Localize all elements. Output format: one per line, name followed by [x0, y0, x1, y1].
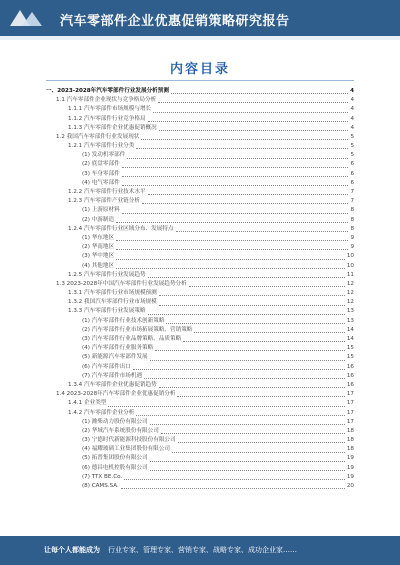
- toc-entry[interactable]: [46, 87, 354, 96]
- toc-entry[interactable]: [46, 216, 354, 225]
- toc-entry-page: 4: [350, 87, 354, 94]
- toc-dot-leader: [178, 442, 345, 443]
- toc-entry[interactable]: [46, 124, 354, 133]
- toc-dot-leader: [148, 121, 349, 122]
- toc-dot-leader: [122, 167, 349, 168]
- toc-dot-leader: [127, 158, 348, 159]
- toc-entry-page: 12: [346, 280, 354, 287]
- toc-entry-label: (6) 德昌电机控股有限公司: [82, 464, 148, 471]
- toc-entry[interactable]: [46, 335, 354, 344]
- toc-entry-label: (1) 汽车零部件行业技术创新策略: [82, 317, 165, 324]
- toc-entry-label: (4) 福耀玻璃工业集团股份有限公司: [82, 446, 171, 453]
- toc-entry-page: 4: [350, 115, 354, 122]
- toc-entry-page: 10: [346, 253, 354, 260]
- toc-entry-page: 17: [346, 391, 354, 398]
- toc-dot-leader: [122, 176, 349, 177]
- toc-entry[interactable]: [46, 363, 354, 372]
- toc-entry[interactable]: [46, 170, 354, 179]
- toc-entry-page: 18: [346, 446, 354, 453]
- toc-entry[interactable]: [46, 197, 354, 206]
- toc-dot-leader: [150, 470, 345, 471]
- toc-entry-page: 16: [346, 372, 354, 379]
- toc-entry-label: 1.3 2023-2028年中国汽车零部件行业发展趋势分析: [56, 280, 187, 287]
- toc-entry-label: (3) 车身零部件: [82, 170, 120, 177]
- toc-entry[interactable]: [46, 105, 354, 114]
- toc-entry-page: 15: [346, 345, 354, 352]
- toc-entry[interactable]: [46, 308, 354, 317]
- toc-entry-label: 1.1.1 汽车零部件市场规模与增长: [68, 106, 152, 113]
- toc-dot-leader: [148, 277, 345, 278]
- toc-entry-page: 13: [346, 317, 354, 324]
- toc-dot-leader: [189, 286, 345, 287]
- footer-roles: 行业专家、管理专家、营销专家、战略专家、成功企业家……: [108, 546, 297, 554]
- toc-entry[interactable]: [46, 133, 354, 142]
- toc-dot-leader: [172, 452, 345, 453]
- toc-entry-page: 20: [346, 483, 354, 490]
- toc-entry-label: (6) 汽车零部件出口: [82, 363, 131, 370]
- toc-entry[interactable]: [46, 344, 354, 353]
- toc-entry-page: 14: [346, 326, 354, 333]
- toc-entry-page: 8: [350, 207, 354, 214]
- toc-dot-leader: [116, 222, 348, 223]
- toc-entry[interactable]: [46, 243, 354, 252]
- toc-entry[interactable]: [46, 482, 354, 491]
- toc-entry-label: (2) 底盘零部件: [82, 161, 120, 168]
- toc-entry-label: 1.2.4 汽车零部件行业区域分布、发展特点: [68, 225, 174, 232]
- toc-entry[interactable]: [46, 390, 354, 399]
- report-title: 汽车零部件企业优惠促销策略研究报告: [60, 14, 290, 29]
- toc-dot-leader: [122, 185, 349, 186]
- toc-entry-page: 16: [346, 381, 354, 388]
- toc-entry[interactable]: [46, 473, 354, 482]
- toc-dot-leader: [155, 350, 345, 351]
- toc-entry-label: (1) 上游原材料: [82, 207, 120, 214]
- toc-entry[interactable]: [46, 115, 354, 124]
- toc-entry-label: (5) 新能源汽车零部件发展: [82, 354, 148, 361]
- toc-entry-label: 1.1.2 汽车零部件行业竞争格局: [68, 115, 146, 122]
- toc-dot-leader: [121, 488, 345, 489]
- toc-entry-page: 11: [346, 271, 354, 278]
- toc-entry-page: 12: [346, 299, 354, 306]
- toc-entry-page: 9: [350, 234, 354, 241]
- toc-entry[interactable]: [46, 298, 354, 307]
- toc-dot-leader: [159, 305, 345, 306]
- toc-entry-label: (4) 电气零部件: [82, 179, 120, 186]
- report-header: [0, 0, 400, 36]
- toc-entry-page: 7: [350, 198, 354, 205]
- toc-entry-page: 4: [350, 106, 354, 113]
- toc-entry-label: 1.2.5 汽车零部件行业发展趋势: [68, 271, 146, 278]
- toc-dot-leader: [116, 249, 348, 250]
- toc-entry[interactable]: [46, 418, 354, 427]
- toc-entry[interactable]: [46, 96, 354, 105]
- toc-entry[interactable]: [46, 225, 354, 234]
- toc-entry-label: (8) CAMS.SA.: [82, 483, 119, 490]
- toc-entry-page: 14: [346, 336, 354, 343]
- footer-slogan: [44, 545, 384, 555]
- toc-dot-leader: [183, 341, 345, 342]
- toc-entry[interactable]: [46, 445, 354, 454]
- toc-dot-leader: [161, 433, 345, 434]
- toc-entry-label: (4) 其他地区: [82, 262, 115, 269]
- toc-entry-label: (2) 华南地区: [82, 244, 115, 251]
- toc-dot-leader: [150, 424, 345, 425]
- toc-dot-leader: [148, 314, 345, 315]
- toc-entry-page: 16: [346, 363, 354, 370]
- toc-entry-page: 4: [350, 124, 354, 131]
- toc-entry-label: (5) 拓普集团股份有限公司: [82, 455, 148, 462]
- toc-entry[interactable]: [46, 464, 354, 473]
- toc-entry-label: 1.2.3 汽车零部件产业链分析: [68, 198, 140, 205]
- toc-entry-page: 8: [350, 225, 354, 232]
- toc-entry[interactable]: [46, 234, 354, 243]
- toc-entry[interactable]: [46, 326, 354, 335]
- toc-dot-leader: [158, 102, 348, 103]
- toc-dot-leader: [159, 295, 345, 296]
- footer-lead: 让每个人都能成为: [44, 546, 100, 554]
- toc-dot-leader: [141, 139, 348, 140]
- toc-entry-page: 10: [346, 262, 354, 269]
- toc-entry-label: 1.1 汽车零部件企业现状与竞争格局分析: [56, 97, 157, 104]
- toc-dot-leader: [122, 213, 349, 214]
- toc-entry[interactable]: [46, 151, 354, 160]
- toc-entry-page: 5: [350, 143, 354, 150]
- footer-bar: [0, 536, 400, 565]
- toc-dot-leader: [124, 479, 345, 480]
- toc-entry-label: (3) 汽车零部件行业品牌策略、品质策略: [82, 336, 182, 343]
- toc-entry-label: 1.4.2 汽车零部件企业分析: [68, 409, 135, 416]
- toc-entry[interactable]: [46, 427, 354, 436]
- toc-entry[interactable]: [46, 161, 354, 170]
- logo-mark-icon: [6, 6, 44, 30]
- toc-entry-page: 9: [350, 244, 354, 251]
- toc-entry[interactable]: [46, 381, 354, 390]
- toc-entry[interactable]: [46, 280, 354, 289]
- toc-dot-leader: [136, 415, 345, 416]
- toc-entry-label: (1) 华东地区: [82, 234, 115, 241]
- toc-entry-label: 1.4 2023-2028年汽车零部件企业优惠促销分析: [56, 391, 176, 398]
- toc-entry-label: 1.2.2 汽车零部件行业技术水平: [68, 189, 146, 196]
- toc-dot-leader: [136, 148, 348, 149]
- toc-entry-label: (3) 宁德时代新能源科技股份有限公司: [82, 437, 176, 444]
- toc-entry-page: 6: [350, 179, 354, 186]
- toc-entry[interactable]: [46, 289, 354, 298]
- toc-dot-leader: [159, 387, 345, 388]
- toc-entry-page: 5: [350, 133, 354, 140]
- toc-entry-label: 一、2023-2028年汽车零部件行业发展分析预测: [46, 87, 169, 94]
- toc-dot-leader: [116, 268, 345, 269]
- toc-entry-page: 17: [346, 418, 354, 425]
- toc-entry-label: (7) 汽车零部件市场机遇: [82, 372, 143, 379]
- toc-entry[interactable]: [46, 262, 354, 271]
- toc-dot-leader: [153, 112, 348, 113]
- toc-entry-page: 12: [346, 290, 354, 297]
- toc-entry-page: 5: [350, 152, 354, 159]
- toc-entry-label: 1.3.3 汽车零部件行业发展策略: [68, 308, 146, 315]
- toc-entry[interactable]: [46, 188, 354, 197]
- toc-entry[interactable]: [46, 142, 354, 151]
- toc-dot-leader: [116, 259, 345, 260]
- toc-dot-leader: [148, 194, 349, 195]
- toc-entry[interactable]: [46, 271, 354, 280]
- toc-entry-page: 6: [350, 161, 354, 168]
- table-of-contents: [46, 87, 354, 491]
- toc-entry[interactable]: [46, 372, 354, 381]
- toc-entry-page: 8: [350, 216, 354, 223]
- toc-entry[interactable]: [46, 399, 354, 408]
- toc-entry-label: 1.4.1 企业类型: [68, 400, 107, 407]
- toc-entry[interactable]: [46, 206, 354, 215]
- toc-dot-leader: [150, 360, 345, 361]
- toc-dot-leader: [171, 93, 348, 94]
- toc-entry-label: 1.2.1 汽车零部件行业分类: [68, 143, 135, 150]
- toc-entry-page: 18: [346, 427, 354, 434]
- toc-entry-label: (2) 华域汽车系统股份有限公司: [82, 427, 159, 434]
- toc-entry-page: 17: [346, 409, 354, 416]
- toc-entry[interactable]: [46, 353, 354, 362]
- toc-dot-leader: [144, 378, 345, 379]
- toc-dot-leader: [166, 323, 344, 324]
- toc-entry-label: (1) 潍柴动力股份有限公司: [82, 418, 148, 425]
- header-stripe: [0, 36, 400, 40]
- toc-dot-leader: [150, 461, 345, 462]
- toc-dot-leader: [176, 231, 349, 232]
- toc-entry-label: 1.3.1 汽车零部件行业市场规模预测: [68, 290, 157, 297]
- toc-entry-label: 1.3.2 我国汽车零部件行业市场规模: [68, 299, 157, 306]
- toc-dot-leader: [194, 332, 344, 333]
- toc-entry-page: 6: [350, 170, 354, 177]
- toc-entry-page: 7: [350, 189, 354, 196]
- toc-entry-page: 13: [346, 308, 354, 315]
- toc-dot-leader: [159, 130, 349, 131]
- toc-entry-label: (3) 华中地区: [82, 253, 115, 260]
- toc-entry-page: 4: [350, 97, 354, 104]
- toc-entry-label: (4) 汽车零部件行业服务策略: [82, 345, 154, 352]
- toc-entry-label: (2) 中游制造: [82, 216, 115, 223]
- toc-entry-page: 19: [346, 455, 354, 462]
- toc-entry-label: 1.2 我国汽车零部件行业发展现状: [56, 133, 140, 140]
- toc-entry-page: 19: [346, 464, 354, 471]
- toc-entry[interactable]: [46, 436, 354, 445]
- toc-entry[interactable]: [46, 179, 354, 188]
- toc-entry-page: 17: [346, 400, 354, 407]
- toc-entry-label: (7) TTX BE.Co.: [82, 473, 123, 480]
- toc-entry-label: (1) 发动机零部件: [82, 152, 126, 159]
- toc-entry[interactable]: [46, 252, 354, 261]
- toc-entry-page: 18: [346, 437, 354, 444]
- toc-entry-label: (2) 汽车零部件行业市场拓展策略、营销策略: [82, 326, 193, 333]
- toc-dot-leader: [177, 396, 344, 397]
- toc-dot-leader: [116, 240, 348, 241]
- toc-entry[interactable]: [46, 317, 354, 326]
- toc-title-divider: [46, 80, 354, 81]
- toc-entry-label: 1.3.4 汽车零部件企业优惠促销趋势: [68, 381, 157, 388]
- toc-entry-page: 19: [346, 473, 354, 480]
- toc-entry[interactable]: [46, 409, 354, 418]
- toc-dot-leader: [108, 406, 344, 407]
- toc-title: 内容目录: [169, 62, 230, 77]
- toc-dot-leader: [133, 369, 345, 370]
- toc-entry[interactable]: [46, 455, 354, 464]
- toc-entry-page: 15: [346, 354, 354, 361]
- toc-dot-leader: [142, 203, 348, 204]
- toc-entry-label: 1.1.3 汽车零部件企业优惠促销概况: [68, 124, 157, 131]
